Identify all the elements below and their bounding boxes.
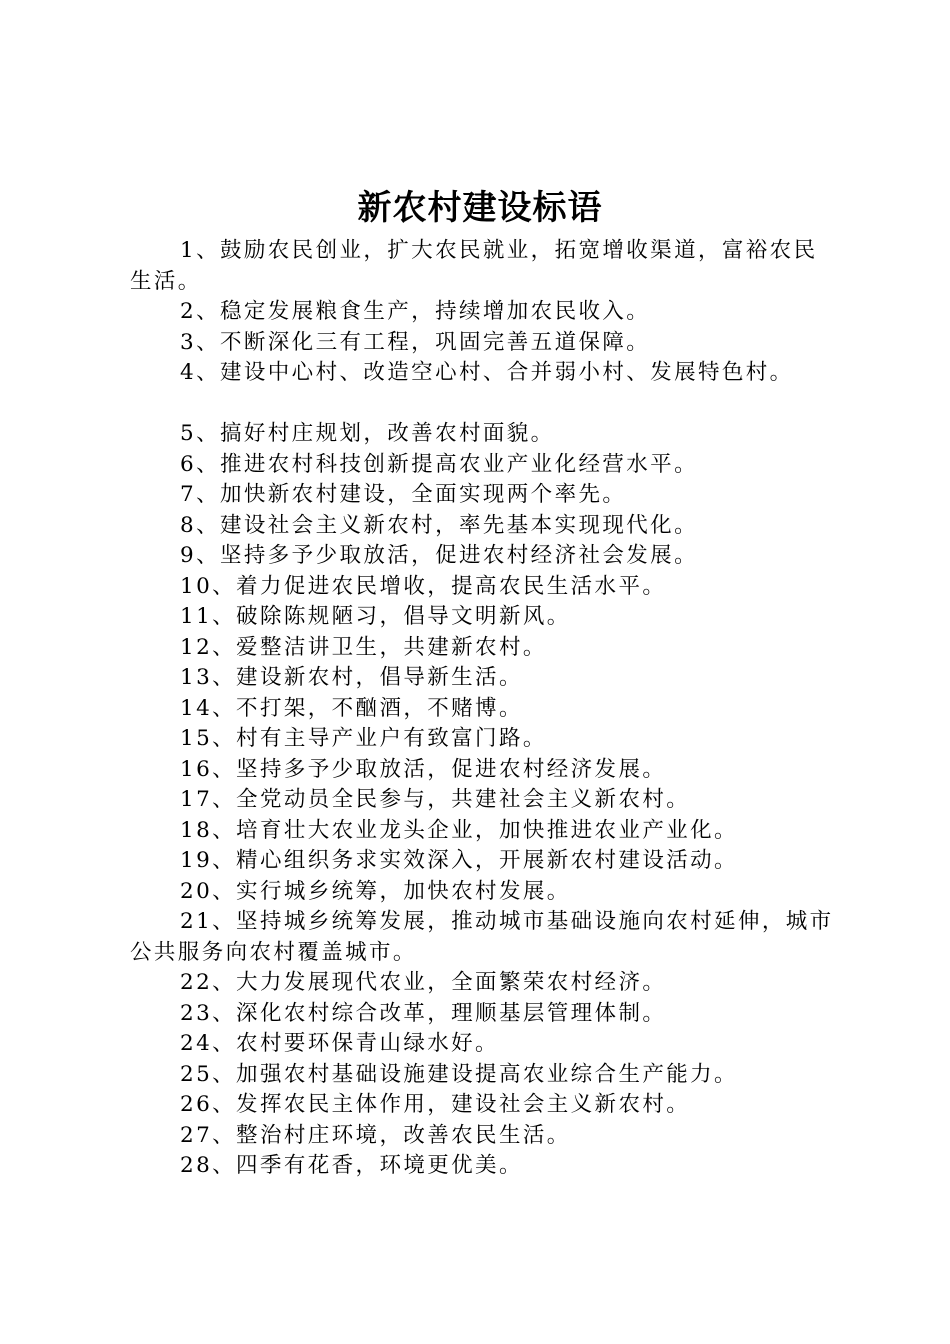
list-item: 1、鼓励农民创业，扩大农民就业，拓宽增收渠道，富裕农民生活。 <box>130 238 818 294</box>
list-item: 4、建设中心村、改造空心村、合并弱小村、发展特色村。 <box>180 360 794 385</box>
list-item: 12、爱整洁讲卫生，共建新农村。 <box>180 634 547 660</box>
list-item: 24、农村要环保青山绿水好。 <box>180 1031 499 1056</box>
list-item: 21、坚持城乡统筹发展，推动城市基础设施向农村延伸，城市公共服务向农村覆盖城市。 <box>130 909 834 965</box>
list-item: 2、稳定发展粮食生产，持续增加农民收入。 <box>180 299 651 324</box>
list-item: 14、不打架，不酗酒，不赌博。 <box>180 695 523 721</box>
list-item: 28、四季有花香，环境更优美。 <box>180 1153 523 1178</box>
list-item: 25、加强农村基础设施建设提高农业综合生产能力。 <box>180 1061 738 1087</box>
list-item: 10、着力促进农民增收，提高农民生活水平。 <box>180 573 667 599</box>
list-item: 5、搞好村庄规划，改善农村面貌。 <box>180 421 555 446</box>
list-item: 7、加快新农村建设，全面实现两个率先。 <box>180 482 627 507</box>
document-title: 新农村建设标语 <box>357 188 603 228</box>
list-item: 11、破除陈规陋习，倡导文明新风。 <box>180 604 571 629</box>
list-item: 23、深化农村综合改革，理顺基层管理体制。 <box>180 1000 667 1026</box>
list-item: 22、大力发展现代农业，全面繁荣农村经济。 <box>180 970 667 995</box>
list-item: 17、全党动员全民参与，共建社会主义新农村。 <box>180 787 691 812</box>
list-item: 9、坚持多予少取放活，促进农村经济社会发展。 <box>180 543 698 568</box>
list-item: 27、整治村庄环境，改善农民生活。 <box>180 1122 571 1148</box>
list-item: 18、培育壮大农业龙头企业，加快推进农业产业化。 <box>180 817 738 843</box>
list-item: 8、建设社会主义新农村，率先基本实现现代化。 <box>180 512 698 538</box>
list-item: 20、实行城乡统筹，加快农村发展。 <box>180 878 571 904</box>
list-item: 26、发挥农民主体作用，建设社会主义新农村。 <box>180 1092 691 1117</box>
list-item: 15、村有主导产业户有致富门路。 <box>180 726 547 751</box>
list-item: 6、推进农村科技创新提高农业产业化经营水平。 <box>180 451 698 477</box>
list-item: 3、不断深化三有工程，巩固完善五道保障。 <box>180 329 651 355</box>
document-body <box>130 236 835 1182</box>
list-item: 19、精心组织务求实效深入，开展新农村建设活动。 <box>180 848 738 873</box>
list-item: 13、建设新农村，倡导新生活。 <box>180 665 523 690</box>
list-item: 16、坚持多予少取放活，促进农村经济发展。 <box>180 756 667 782</box>
